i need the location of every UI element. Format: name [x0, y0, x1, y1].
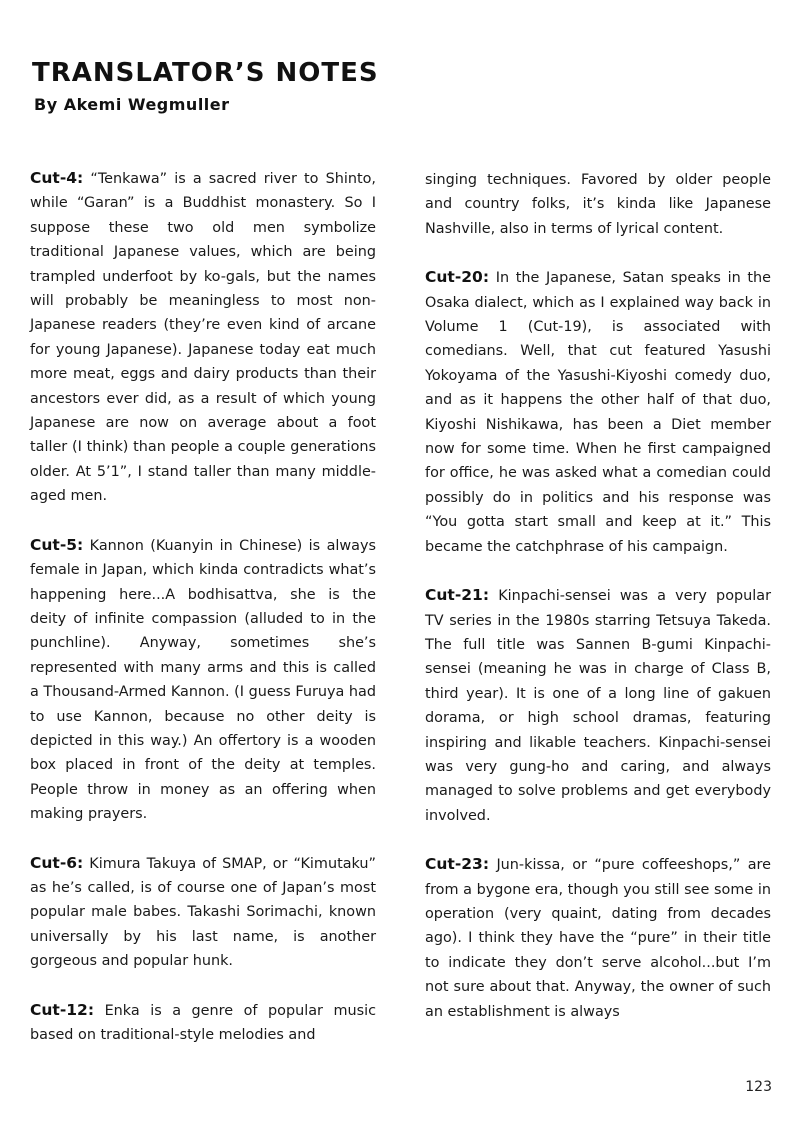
note-cut-12 [30, 998, 376, 1048]
note-cut-12-continued: singing techniques. Favored by older people and country folks, it’s kinda like Japanese Nashville, also in terms of lyrical content. [425, 172, 771, 237]
note-cut-6 [30, 851, 376, 974]
cut-label: Cut-6: [30, 853, 84, 872]
note-cut-21 [425, 583, 771, 828]
cut-label: Cut-21: [425, 586, 490, 605]
note-text: Kimura Takuya of SMAP, or “Kimutaku” as he’s called, is of course one of Japan’s most popular male babes. Takashi Sorimachi, known universally by his last name, is another gorgeous and popular hunk. [30, 855, 376, 970]
right-column [425, 168, 771, 1048]
cut-label: Cut-12: [30, 1000, 95, 1019]
note-text: “Tenkawa” is a sacred river to Shinto, while “Garan” is a Buddhist monastery. So I suppose these two old men symbolize traditional Japanese values, which are being trampled underfoot by ko-gals, but the names will probably be meaningless to most non-Japanese readers (they’re even kind of arcane for young Japanese). Japanese today eat much more meat, eggs and dairy products than their ancestors ever did, as a result of which young Japanese are now on average about a foot taller (I think) than people a couple generations older. At 5’1”, I stand taller than many middle-aged men. [30, 171, 376, 505]
cut-label: Cut-4: [30, 169, 84, 187]
byline: By Akemi Wegmuller [34, 95, 230, 114]
note-cut-20 [425, 265, 771, 559]
note-cut-23 [425, 852, 771, 1024]
page-number: 123 [745, 1079, 772, 1095]
cut-label: Cut-5: [30, 535, 84, 554]
note-text: Kannon (Kuanyin in Chinese) is always female in Japan, which kinda contradicts what’s happening here...A bodhisattva, she is the deity of infinite compassion (alluded to in the punchline). Anyway, sometimes she’s represented with many arms and this is called a Thousand-Armed Kannon. (I guess Furuya had to use Kannon, because no other deity is depicted in this way.) An offertory is a wooden box placed in front of the deity at temples. People throw in money as an offering when making prayers. [30, 537, 376, 823]
note-text: Kinpachi-sensei was a very popular TV series in the 1980s starring Tetsuya Takeda. The full title was Sannen B-gumi Kinpachi-sensei (meaning he was in charge of Class B, third year). It is one of a long line of gakuen dorama, or high school dramas, featuring inspiring and likable teachers. Kinpachi-sensei was very gung-ho and caring, and always managed to solve problems and get everybody involved. [425, 588, 771, 824]
left-column [30, 166, 376, 1071]
note-cut-5 [30, 533, 376, 827]
page-title: TRANSLATOR’S NOTES [32, 58, 379, 88]
note-text: Enka is a genre of popular music based on traditional-style melodies and [30, 1002, 377, 1043]
cut-label: Cut-23: [425, 855, 490, 874]
note-cut-4 [30, 166, 376, 509]
cut-label: Cut-20: [425, 268, 490, 287]
note-text: Jun-kissa, or “pure coffeeshops,” are from a bygone era, though you still see some in operation (very quaint, dating from decades ago). I think they have the “pure” in their title to indicate they don’t serve alcohol...but I’m not sure about that. Anyway, the owner of such an establishment is always [425, 857, 772, 1020]
note-text: In the Japanese, Satan speaks in the Osaka dialect, which as I explained way back in Volume 1 (Cut-19), is associated with comedians. Well, that cut featured Yasushi Yokoyama of the Yasushi-Kiyoshi comedy duo, and as it happens the other half of that duo, Kiyoshi Nishikawa, has been a Diet member now for some time. When he first campaigned for office, he was asked what a comedian could possibly do in politics and his response was “You gotta start small and keep at it.” This became the catchphrase of his campaign. [425, 270, 772, 555]
